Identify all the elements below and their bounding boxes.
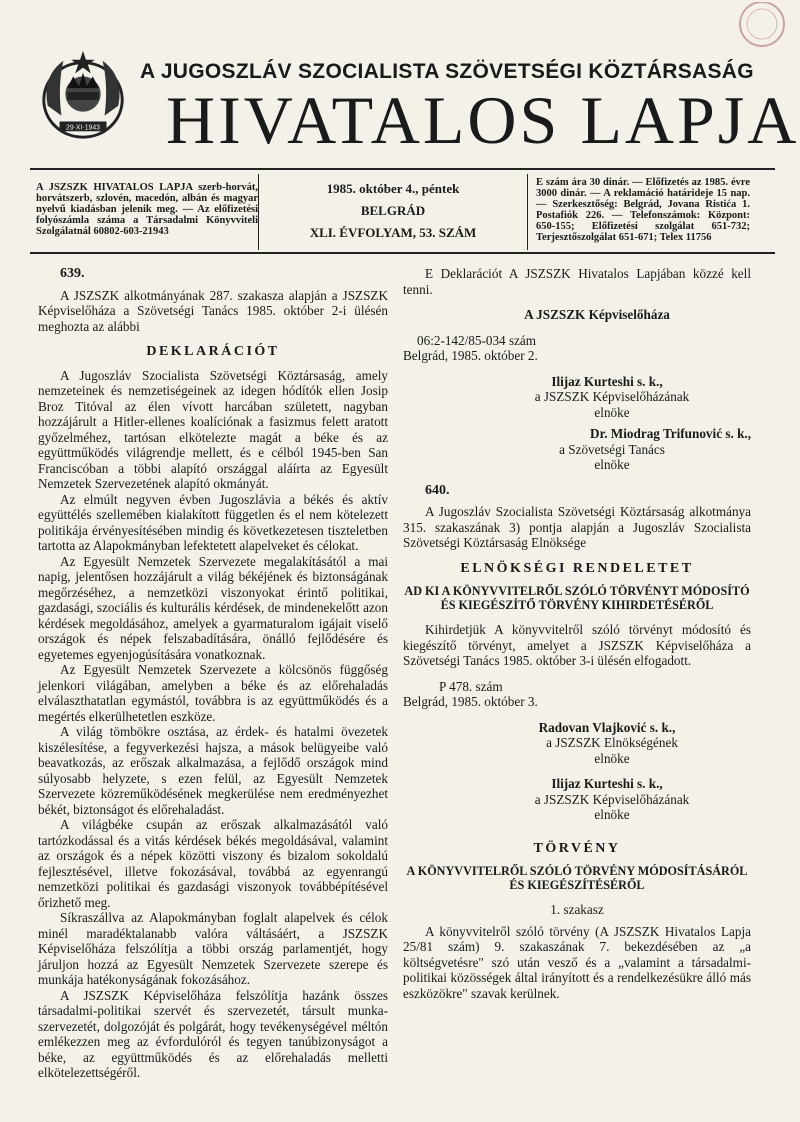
left-column (38, 266, 388, 1081)
declaration-closing: E Deklarációt A JSZSZK Hivatalos Lapjában közzé kell tenni. (403, 266, 751, 297)
section-text: A könyvvitelről szóló törvény (A JSZSZK Hivatalos Lapja 25/81 szám) 9. szakaszának 7. bekezdésében az „a költségvetésre" szó után vesző és a „valamint a társadalmi-politikai közösségek által irányított és a rendelkezésükre álló más eszközökre" szavak kerülnek. (403, 923, 751, 1001)
declaration-paragraph: A világbéke csupán az erőszak alkalmazásától való tartózkodással és a vitás kérdések békés megoldásával, valamint az országok és a népek közötti viszony és bizalom sokoldalú fejlesztésével, illetve fokozásával, továbbá az egyenrangú nemzetközi politikai és gazdasági viszonyok továbbépítésével őrizhető meg. (38, 817, 388, 910)
state-emblem-icon (34, 46, 132, 146)
issue-volume: XLI. ÉVFOLYAM, 53. SZÁM (309, 225, 477, 240)
signatory-role: elnöke (594, 457, 630, 472)
issue-date: 1985. október 4., péntek (326, 181, 460, 196)
decree-number: P 478. szám (439, 678, 503, 694)
declaration-paragraph: Az Egyesült Nemzetek Szervezete megalakításától a mai napig, jelentősen hozzájárult a világ békéjének és biztonságának megőrzéséhez, a nemzetközi viszonyokat érintő politikai, gazdasági, szociális és kulturális kérdések, de mindenekelőtt azon kérdések megoldásához, amelyek a gyarmaturalom igájait viselő országok és népek felszabadítására, önálló fejlődésére és egyetemes egyenjogúsítására vonatkoznak. (38, 553, 388, 662)
declaration-heading: DEKLARÁCIÓT (146, 344, 280, 359)
section-label: 1. szakasz (550, 902, 604, 917)
declaration-intro: A JSZSZK alkotmányának 287. szakasza alapján a JSZSZK Képviselőháza a Szövetségi Tanács 1985. október 2-i ülésén meghozta az alábbi (38, 287, 388, 334)
decree-text: Kihirdetjük A könyvvitelről szóló törvényt módosító és kiegészítő törvényt, amelyet a JSZSZK Képviselőháza a Szövetségi Tanács 1985. október 3-i ülésén elfogadott. (403, 622, 751, 668)
reference-date: Belgrád, 1985. október 2. (403, 348, 538, 363)
issuing-body: A JSZSZK Képviselőháza (524, 307, 670, 322)
law-heading: TÖRVÉNY (533, 840, 621, 856)
top-rule (30, 168, 775, 170)
bottom-rule (30, 252, 775, 254)
declaration-paragraph: A JSZSZK Képviselőháza felszólítja hazánk összes társadalmi-politikai szervét és szervezetét, társult munka-szervezetét, dolgozóját és polgárát, hogy tevékenységével méltón emlékezzen meg az évfordulóról és tegyen tanúbizonyságot a béke, az együttműködés és az előrehaladás melletti elkötelezettségéről. (38, 987, 388, 1080)
signatory-role: a JSZSZK Elnökségének (546, 735, 678, 750)
law-title: A KÖNYVVITELRŐL SZÓLÓ TÖRVÉNY MÓDOSÍTÁSÁRÓL ÉS KIEGÉSZÍTÉSÉRŐL (406, 864, 748, 892)
declaration-paragraph: Az elmúlt negyven évben Jugoszlávia a békés és aktív együttélés szellemében kialakított független és el nem kötelezett politikája érvényesítésében mindig és következetesen tiszteletben tartotta az Alapokmányban lefektetett alapelveket és célokat. (38, 491, 388, 553)
decree-intro: A Jugoszláv Szocialista Szövetségi Köztársaság alkotmánya 315. szakaszának 3) pontja alapján a Jugoszláv Szocialista Szövetségi Köztársaság Elnöksége (403, 504, 751, 550)
signatory-name: Radovan Vlajković s. k., (538, 719, 676, 735)
subscription-info: A JSZSZK HIVATALOS LAPJA szerb-horvát, horvátszerb, szlovén, macedón, albán és magyar nyelvű kiadásban jelenik meg. — Az előfizetési folyószámla száma a Társadalmi Könyvviteli Szolgálatnál 60802-603-21943 (36, 182, 258, 237)
signatory-role: a JSZSZK Képviselőházának (534, 791, 690, 807)
right-column (403, 266, 751, 1001)
decree-title: AD KI A KÖNYVVITELRŐL SZÓLÓ TÖRVÉNYT MÓDOSÍTÓ ÉS KIEGÉSZÍTŐ TÖRVÉNY KIHIRDETÉSÉRŐL (404, 584, 750, 612)
declaration-paragraph: Az Egyesült Nemzetek Szervezete a kölcsönös függőség jelenkori világában, amelyben a béke és az előrehaladás elválaszthatatlan egymástól, továbbra is az együttműködés és a megértés elkerülhetetlen eszköze. (38, 662, 388, 724)
signatory-role: elnöke (594, 807, 630, 822)
signatory-name: Dr. Miodrag Trifunović s. k., (590, 426, 751, 441)
signatory-name: Ilijaz Kurteshi s. k., (551, 776, 663, 791)
signatory-role: elnöke (594, 750, 630, 766)
decree-heading: ELNÖKSÉGI RENDELETET (460, 560, 694, 576)
divider-right (527, 174, 528, 250)
price-contact-info: E szám ára 30 dinár. — Előfizetés az 1985. évre 3000 dinár. — A reklamáció határideje 15 nap. — Szerkesztőség: Belgrád, Jovana Ristića 1. Postafiók 226. — Telefonszámok: Központ: 650-155; Előfizetési szolgálat 651-732; Terjesztőszolgálat 651-671; Telex 11756 (536, 177, 750, 243)
signatory-role: a JSZSZK Képviselőházának (534, 389, 690, 404)
item-number: 640. (425, 482, 450, 498)
library-stamp-icon (722, 2, 792, 58)
country-line: A JUGOSZLÁV SZOCIALISTA SZÖVETSÉGI KÖZTÁRSASÁG (140, 60, 754, 83)
signatory-role: elnöke (594, 404, 630, 420)
item-number: 639. (60, 266, 85, 281)
signatory-role: a Szövetségi Tanács (559, 441, 665, 457)
issue-info (262, 178, 524, 244)
declaration-paragraph: A világ tömbökre osztása, az érdek- és hatalmi övezetek kiszélesítése, a fegyverkezési hajsza, a mások belügyeibe való beavatkozás, az erőszak alkalmazása, a fejlődő országok mind súlyosabb helyzete, s ezen felül, az Egyesült Nemzetek Szervezete közreműködésének megkerülése nem eredményezhet békét, biztonságot és előrehaladást. (38, 724, 388, 817)
reference-number: 06:2-142/85-034 szám (417, 332, 537, 348)
decree-date: Belgrád, 1985. október 3. (403, 694, 538, 709)
page-title: HIVATALOS LAPJA (166, 82, 800, 158)
declaration-paragraph: A Jugoszláv Szocialista Szövetségi Köztársaság, amely nemzeteinek és nemzetiségeinek az idegen hódítók ellen Josip Broz Titóval az élen vívott harcában született, nagyban hozzájárult a Hitler-ellenes koalíciónak a fasizmus felett aratott győzelméhez, tartósan elkötelezte magát a béke és az együttműködés világrendje mellett, és e célból 1945-ben San Franciscóban a többi alapító országgal aláírta az Egyesült Nemzetek Szervezetének alapító okmányát. (38, 367, 388, 491)
declaration-paragraph: Síkraszállva az Alapokmányban foglalt alapelvek és célok minél maradéktalanabb valóra váltásáért, a JSZSZK Képviselőháza felszólítja a többi ország parlamentjét, hogy járuljon hozzá az Egyesült Nemzetek Szervezete szerepe és munkája hatékonyságának fokozásához. (38, 910, 388, 987)
signatory-name: Ilijaz Kurteshi s. k., (551, 373, 663, 389)
issue-city: BELGRÁD (360, 203, 426, 218)
emblem-date-text: 29·XI·1943 (66, 124, 100, 132)
divider-left (258, 174, 259, 250)
